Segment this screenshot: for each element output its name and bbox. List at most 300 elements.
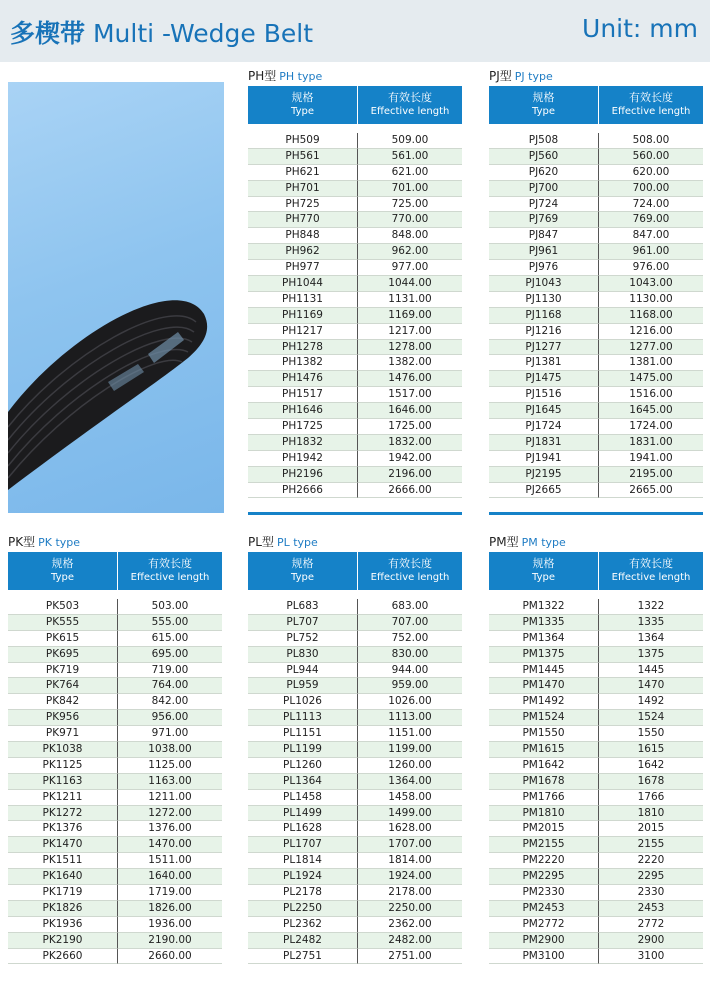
table-row [8,726,222,742]
table-row [248,663,462,679]
table-row [8,901,222,917]
table-row [489,419,703,435]
belt-photo [8,82,224,513]
length-cell: 2015 [599,821,703,837]
header-length-cn: 有效长度 [629,91,673,104]
table-row [8,599,222,615]
table-row [489,165,703,181]
type-cell: PL1113 [248,710,358,726]
table-row [489,324,703,340]
table-caption [8,532,222,552]
length-cell: 1814.00 [358,853,462,869]
table-row [489,726,703,742]
length-cell: 1199.00 [358,742,462,758]
type-cell: PH1169 [248,308,358,324]
type-cell: PK956 [8,710,118,726]
length-cell: 976.00 [599,260,703,276]
type-cell: PH725 [248,197,358,213]
belt-illustration [8,82,224,513]
length-cell: 1151.00 [358,726,462,742]
table-row [8,853,222,869]
header-type [489,552,599,590]
length-cell: 1470.00 [118,837,222,853]
type-cell: PK1511 [8,853,118,869]
type-cell: PJ976 [489,260,599,276]
table-row [489,355,703,371]
table-row [489,228,703,244]
table-row [8,885,222,901]
caption-en: PJ type [514,70,553,83]
type-cell: PM1492 [489,694,599,710]
table-row [248,340,462,356]
type-cell: PM2015 [489,821,599,837]
table-row [248,647,462,663]
length-cell: 842.00 [118,694,222,710]
type-cell: PM1364 [489,631,599,647]
table-row [489,371,703,387]
header-length-en: Effective length [370,106,450,117]
table-row [248,276,462,292]
table-row [248,949,462,965]
type-cell: PL752 [248,631,358,647]
type-cell: PM1470 [489,678,599,694]
type-cell: PH509 [248,133,358,149]
length-cell: 977.00 [358,260,462,276]
table-row [8,774,222,790]
length-cell: 1766 [599,790,703,806]
length-cell: 764.00 [118,678,222,694]
type-cell: PJ847 [489,228,599,244]
length-cell: 1678 [599,774,703,790]
type-cell: PK695 [8,647,118,663]
table-row [489,615,703,631]
type-cell: PL2178 [248,885,358,901]
length-cell: 1936.00 [118,917,222,933]
header-length [599,86,703,124]
length-cell: 1211.00 [118,790,222,806]
table-row [248,678,462,694]
length-cell: 1376.00 [118,821,222,837]
table-ph [248,66,462,515]
caption-cn: PL型 [248,535,274,549]
length-cell: 1499.00 [358,806,462,822]
table-row [489,663,703,679]
length-cell: 2190.00 [118,933,222,949]
table-row [8,933,222,949]
length-cell: 971.00 [118,726,222,742]
length-cell: 2666.00 [358,483,462,499]
table-row [8,694,222,710]
table-row [489,260,703,276]
table-row [248,244,462,260]
table-row [8,949,222,965]
length-cell: 1163.00 [118,774,222,790]
length-cell: 1130.00 [599,292,703,308]
length-cell: 769.00 [599,212,703,228]
length-cell: 1125.00 [118,758,222,774]
type-cell: PJ1831 [489,435,599,451]
type-cell: PH2666 [248,483,358,499]
table-caption [248,66,462,86]
table-row [248,853,462,869]
type-cell: PH1646 [248,403,358,419]
type-cell: PK1211 [8,790,118,806]
header-spacer [248,124,462,133]
table-header [248,86,462,124]
table-row [489,837,703,853]
type-cell: PK1163 [8,774,118,790]
table-row [248,387,462,403]
length-cell: 1810 [599,806,703,822]
length-cell: 1645.00 [599,403,703,419]
table-caption [489,66,703,86]
table-row [248,451,462,467]
length-cell: 1381.00 [599,355,703,371]
table-row [248,710,462,726]
table-row [248,149,462,165]
length-cell: 1832.00 [358,435,462,451]
length-cell: 2772 [599,917,703,933]
table-row [248,837,462,853]
table-row [489,790,703,806]
table-row [248,806,462,822]
type-cell: PL707 [248,615,358,631]
type-cell: PL1364 [248,774,358,790]
type-cell: PK615 [8,631,118,647]
type-cell: PK1936 [8,917,118,933]
type-cell: PJ1168 [489,308,599,324]
length-cell: 2665.00 [599,483,703,499]
type-cell: PJ1216 [489,324,599,340]
table-row [489,451,703,467]
type-cell: PH2196 [248,467,358,483]
length-cell: 615.00 [118,631,222,647]
length-cell: 752.00 [358,631,462,647]
caption-cn: PH型 [248,69,277,83]
table-pk [8,532,222,964]
table-row [8,917,222,933]
header-spacer [489,124,703,133]
type-cell: PM2295 [489,869,599,885]
table-row [248,758,462,774]
header-length-cn: 有效长度 [629,557,673,570]
table-body [248,133,462,498]
type-cell: PH1725 [248,419,358,435]
type-cell: PJ2195 [489,467,599,483]
table-row [8,806,222,822]
table-row [489,435,703,451]
length-cell: 1458.00 [358,790,462,806]
type-cell: PJ1941 [489,451,599,467]
length-cell: 1640.00 [118,869,222,885]
table-row [248,599,462,615]
length-cell: 2482.00 [358,933,462,949]
type-cell: PH1131 [248,292,358,308]
unit-label: Unit: mm [582,14,698,43]
header-type-cn: 规格 [291,91,314,104]
table-row [489,806,703,822]
length-cell: 719.00 [118,663,222,679]
length-cell: 961.00 [599,244,703,260]
type-cell: PH1476 [248,371,358,387]
length-cell: 1942.00 [358,451,462,467]
table-row [8,837,222,853]
type-cell: PK1470 [8,837,118,853]
type-cell: PK1125 [8,758,118,774]
type-cell: PJ560 [489,149,599,165]
length-cell: 1826.00 [118,901,222,917]
caption-en: PL type [276,536,318,549]
table-row [489,917,703,933]
header-type-en: Type [291,572,314,583]
table-row [248,308,462,324]
type-cell: PK2660 [8,949,118,965]
length-cell: 1516.00 [599,387,703,403]
length-cell: 848.00 [358,228,462,244]
length-cell: 1511.00 [118,853,222,869]
table-row [489,244,703,260]
header-length-cn: 有效长度 [388,91,432,104]
header-type [489,86,599,124]
length-cell: 1524 [599,710,703,726]
table-row [489,631,703,647]
length-cell: 1642 [599,758,703,774]
table-row [489,340,703,356]
type-cell: PK842 [8,694,118,710]
length-cell: 1382.00 [358,355,462,371]
table-row [248,885,462,901]
table-row [248,228,462,244]
type-cell: PK719 [8,663,118,679]
type-cell: PL1628 [248,821,358,837]
length-cell: 2660.00 [118,949,222,965]
type-cell: PL1499 [248,806,358,822]
type-cell: PM1445 [489,663,599,679]
type-cell: PK1038 [8,742,118,758]
length-cell: 1475.00 [599,371,703,387]
length-cell: 1168.00 [599,308,703,324]
length-cell: 1375 [599,647,703,663]
page-title-cn: 多楔带 [10,19,86,48]
type-cell: PJ1516 [489,387,599,403]
header-length [358,86,462,124]
table-row [8,790,222,806]
table-row [248,615,462,631]
header-type [8,552,118,590]
table-row [489,403,703,419]
length-cell: 1719.00 [118,885,222,901]
type-cell: PL944 [248,663,358,679]
length-cell: 770.00 [358,212,462,228]
type-cell: PM1335 [489,615,599,631]
length-cell: 555.00 [118,615,222,631]
length-cell: 2250.00 [358,901,462,917]
length-cell: 1260.00 [358,758,462,774]
length-cell: 1216.00 [599,324,703,340]
table-row [248,371,462,387]
type-cell: PM1550 [489,726,599,742]
type-cell: PJ1475 [489,371,599,387]
type-cell: PH1517 [248,387,358,403]
table-row [8,869,222,885]
table-bottom-rule [489,512,703,515]
length-cell: 3100 [599,949,703,965]
table-row [489,292,703,308]
length-cell: 962.00 [358,244,462,260]
length-cell: 2330 [599,885,703,901]
header-type-cn: 规格 [51,557,74,570]
type-cell: PH1832 [248,435,358,451]
length-cell: 1131.00 [358,292,462,308]
length-cell: 2900 [599,933,703,949]
length-cell: 683.00 [358,599,462,615]
caption-cn: PJ型 [489,69,512,83]
length-cell: 1278.00 [358,340,462,356]
header-length [118,552,222,590]
table-row [8,647,222,663]
type-cell: PH1278 [248,340,358,356]
length-cell: 1646.00 [358,403,462,419]
table-row [248,260,462,276]
caption-en: PK type [38,536,81,549]
table-row [248,212,462,228]
header-type-en: Type [291,106,314,117]
type-cell: PM2772 [489,917,599,933]
header-type-cn: 规格 [532,557,555,570]
type-cell: PJ724 [489,197,599,213]
type-cell: PL2751 [248,949,358,965]
length-cell: 1277.00 [599,340,703,356]
header-length-en: Effective length [370,572,450,583]
table-row [248,742,462,758]
length-cell: 1217.00 [358,324,462,340]
table-row [248,694,462,710]
type-cell: PH977 [248,260,358,276]
table-row [248,165,462,181]
type-cell: PH770 [248,212,358,228]
table-row [8,742,222,758]
type-cell: PM2155 [489,837,599,853]
type-cell: PH701 [248,181,358,197]
length-cell: 1831.00 [599,435,703,451]
type-cell: PL959 [248,678,358,694]
table-row [248,403,462,419]
table-header [489,552,703,590]
type-cell: PJ2665 [489,483,599,499]
table-row [489,710,703,726]
table-row [8,821,222,837]
table-row [489,933,703,949]
caption-cn: PK型 [8,535,36,549]
table-row [248,133,462,149]
length-cell: 1335 [599,615,703,631]
table-row [248,790,462,806]
header-type [248,552,358,590]
header-length-en: Effective length [611,106,691,117]
type-cell: PL2250 [248,901,358,917]
table-row [489,133,703,149]
table-row [489,308,703,324]
type-cell: PJ508 [489,133,599,149]
length-cell: 1517.00 [358,387,462,403]
page-title [10,14,313,50]
type-cell: PL683 [248,599,358,615]
header-type-cn: 规格 [532,91,555,104]
type-cell: PH1044 [248,276,358,292]
length-cell: 1550 [599,726,703,742]
table-header [248,552,462,590]
type-cell: PM3100 [489,949,599,965]
table-row [248,324,462,340]
type-cell: PH1382 [248,355,358,371]
table-row [248,774,462,790]
type-cell: PJ1381 [489,355,599,371]
table-row [489,276,703,292]
length-cell: 508.00 [599,133,703,149]
table-row [248,631,462,647]
length-cell: 1322 [599,599,703,615]
length-cell: 1707.00 [358,837,462,853]
table-row [8,615,222,631]
header-length-en: Effective length [130,572,210,583]
table-row [489,212,703,228]
type-cell: PM2220 [489,853,599,869]
type-cell: PJ1043 [489,276,599,292]
table-body [8,599,222,964]
table-row [8,678,222,694]
table-row [489,821,703,837]
length-cell: 509.00 [358,133,462,149]
table-row [489,774,703,790]
type-cell: PL2362 [248,917,358,933]
type-cell: PH1217 [248,324,358,340]
length-cell: 1364 [599,631,703,647]
type-cell: PJ1724 [489,419,599,435]
length-cell: 701.00 [358,181,462,197]
table-row [489,742,703,758]
length-cell: 1026.00 [358,694,462,710]
type-cell: PM1678 [489,774,599,790]
table-body [489,599,703,964]
length-cell: 847.00 [599,228,703,244]
table-bottom-rule [248,512,462,515]
type-cell: PM1810 [489,806,599,822]
table-caption [489,532,703,552]
length-cell: 1725.00 [358,419,462,435]
table-row [489,949,703,965]
length-cell: 956.00 [118,710,222,726]
header-type-en: Type [532,106,555,117]
length-cell: 1941.00 [599,451,703,467]
length-cell: 2195.00 [599,467,703,483]
header-length-cn: 有效长度 [388,557,432,570]
type-cell: PM1615 [489,742,599,758]
caption-cn: PM型 [489,535,519,549]
length-cell: 695.00 [118,647,222,663]
table-body [248,599,462,964]
type-cell: PM2453 [489,901,599,917]
table-pj [489,66,703,515]
header-type-cn: 规格 [291,557,314,570]
table-row [489,181,703,197]
length-cell: 1038.00 [118,742,222,758]
length-cell: 1364.00 [358,774,462,790]
type-cell: PK764 [8,678,118,694]
table-row [489,483,703,499]
length-cell: 1445 [599,663,703,679]
length-cell: 1044.00 [358,276,462,292]
header-type-en: Type [532,572,555,583]
